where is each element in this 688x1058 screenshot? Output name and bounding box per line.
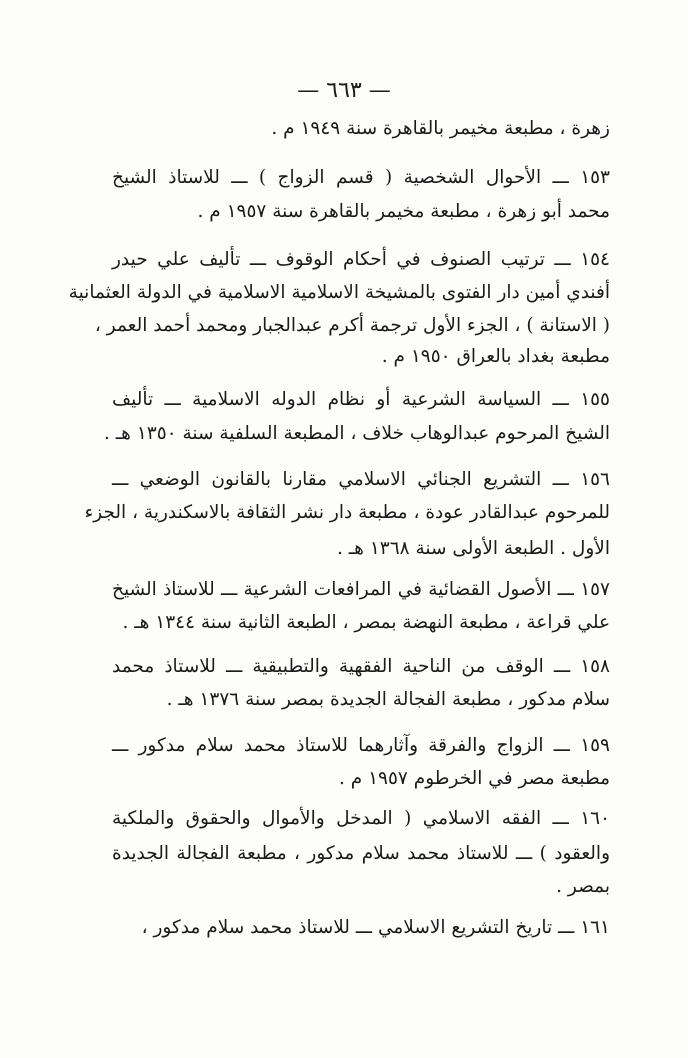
entry-155-line-2: الشيخ المرحوم عبدالوهاب خلاف ، المطبعة السلفية سنة ١٣٥٠ هـ . bbox=[104, 423, 610, 444]
entry-156-line-2: للمرحوم عبدالقادر عودة ، مطبعة دار نشر الثقافة بالاسكندرية ، الجزء bbox=[84, 502, 610, 523]
entry-line: زهرة ، مطبعة مخيمر بالقاهرة سنة ١٩٤٩ م . bbox=[271, 118, 610, 139]
entry-157-line-2: علي قراعة ، مطبعة النهضة بمصر ، الطبعة الثانية سنة ١٣٤٤ هـ . bbox=[122, 612, 610, 633]
entry-158-line-2: سلام مدكور ، مطبعة الفجالة الجديدة بمصر سنة ١٣٧٦ هـ . bbox=[166, 689, 610, 710]
entry-154-line-3: ( الاستانة ) ، الجزء الأول ترجمة أكرم عبدالجبار ومحمد أحمد العمر ، bbox=[94, 315, 610, 336]
entry-153-line-1: ١٥٣ ـــ الأحوال الشخصية ( قسم الزواج ) ـــ للاستاذ الشيخ bbox=[112, 167, 610, 188]
entry-158-line-1: ١٥٨ ـــ الوقف من الناحية الفقهية والتطبيقية ـــ للاستاذ محمد bbox=[112, 656, 610, 677]
entry-161-line-1: ١٦١ ـــ تاريخ التشريع الاسلامي ـــ للاستاذ محمد سلام مدكور ، bbox=[141, 917, 610, 938]
entry-154-line-1: ١٥٤ ـــ ترتيب الصنوف في أحكام الوقوف ـــ تأليف علي حيدر bbox=[112, 249, 610, 270]
entry-156-line-3: الأول . الطبعة الأولى سنة ١٣٦٨ هـ . bbox=[337, 538, 610, 559]
entry-160-line-3: بمصر . bbox=[556, 876, 610, 897]
entry-153-line-2: محمد أبو زهرة ، مطبعة مخيمر بالقاهرة سنة ١٩٥٧ م . bbox=[197, 201, 610, 222]
entry-156-line-1: ١٥٦ ـــ التشريع الجنائي الاسلامي مقارنا بالقانون الوضعي ـــ bbox=[112, 469, 610, 490]
page-number: — ٦٦٣ — bbox=[297, 78, 391, 103]
entry-154-line-4: مطبعة بغداد بالعراق ١٩٥٠ م . bbox=[381, 346, 610, 367]
entry-159-line-2: مطبعة مصر في الخرطوم ١٩٥٧ م . bbox=[339, 768, 610, 789]
entry-155-line-1: ١٥٥ ـــ السياسة الشرعية أو نظام الدوله الاسلامية ـــ تأليف bbox=[112, 389, 610, 410]
entry-154-line-2: أفندي أمين دار الفتوى بالمشيخة الاسلامية الاسلامية في الدولة العثمانية bbox=[68, 282, 610, 303]
entry-157-line-1: ١٥٧ ـــ الأصول القضائية في المرافعات الشرعية ـــ للاستاذ الشيخ bbox=[112, 579, 610, 600]
entry-160-line-1: ١٦٠ ـــ الفقه الاسلامي ( المدخل والأموال والحقوق والملكية bbox=[112, 808, 610, 829]
entry-160-line-2: والعقود ) ـــ للاستاذ محمد سلام مدكور ، مطبعة الفجالة الجديدة bbox=[112, 843, 610, 864]
entry-159-line-1: ١٥٩ ـــ الزواج والفرقة وآثارهما للاستاذ محمد سلام مدكور ـــ bbox=[112, 735, 610, 756]
